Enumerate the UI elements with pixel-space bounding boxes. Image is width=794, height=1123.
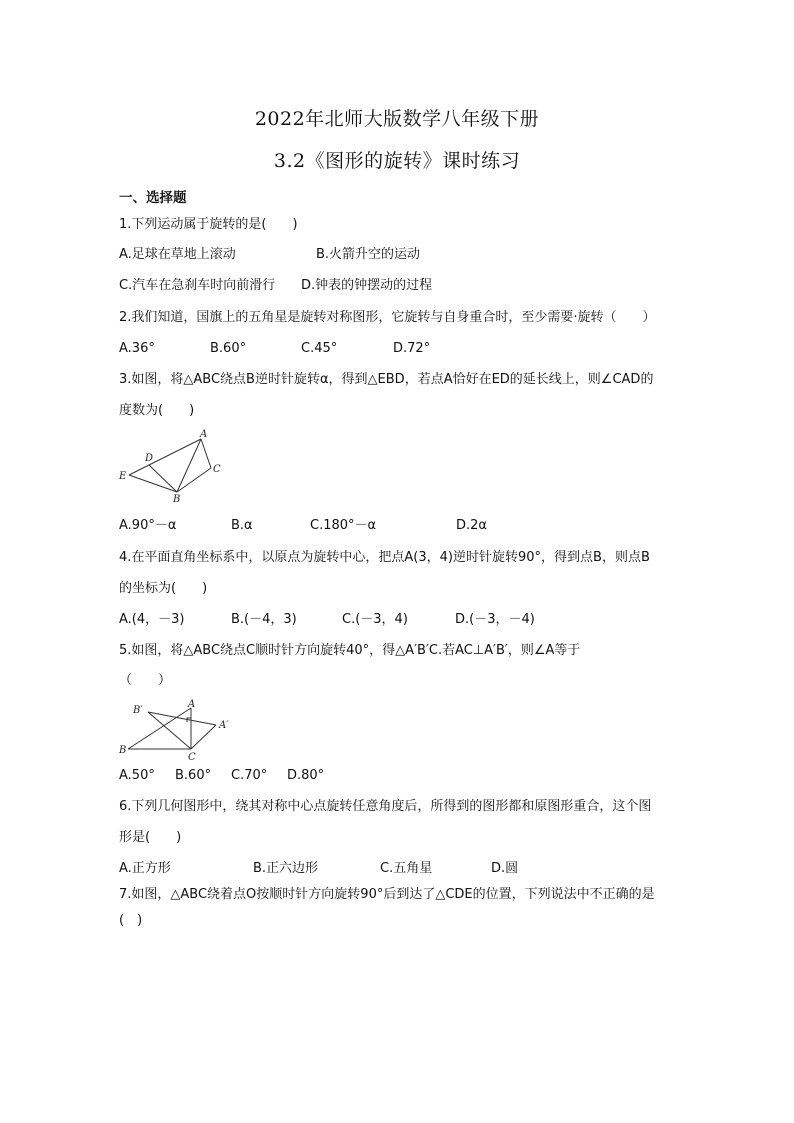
question-6-option-b: B.正六边形 — [253, 861, 319, 876]
section-heading: 一、选择题 — [119, 190, 187, 206]
question-7-stem-line-1: 7.如图，△ABC绕着点O按顺时针方向旋转90°后到达了△CDE的位置，下列说法中不正确的是 — [119, 887, 655, 902]
question-4-stem-line-2: 的坐标为( ) — [119, 581, 208, 596]
question-3-label-a: A — [200, 429, 208, 440]
question-2-option-c: C.45° — [301, 341, 338, 356]
question-3-option-b: B.α — [231, 518, 253, 533]
question-3-option-d: D.2α — [456, 518, 487, 533]
question-3-label-d: D — [145, 453, 154, 464]
question-3-stem-line-2: 度数为( ) — [119, 403, 195, 418]
question-3-label-e: E — [119, 471, 127, 482]
question-5-label-c: C — [188, 752, 196, 763]
question-2-option-d: D.72° — [393, 341, 431, 356]
question-3-option-c: C.180°－α — [310, 518, 377, 533]
question-5-label-a-prime: A′ — [219, 720, 229, 731]
question-1-stem: 1.下列运动属于旋转的是( ) — [119, 217, 298, 232]
document-title: 2022年北师大版数学八年级下册 — [254, 108, 540, 130]
question-2-option-a: A.36° — [119, 341, 155, 356]
question-4-option-a: A.(4，－3) — [119, 612, 185, 627]
question-2-option-b: B.60° — [210, 341, 247, 356]
question-1-option-a: A.足球在草地上滚动 — [119, 247, 236, 262]
question-5-label-a: A — [188, 699, 196, 710]
question-5-option-c: C.70° — [231, 768, 268, 783]
question-5-option-d: D.80° — [287, 768, 325, 783]
question-5-stem-line-1: 5.如图，将△ABC绕点C顺时针方向旋转40°，得△A′B′C.若AC⊥A′B′，则∠A等于 — [119, 643, 581, 658]
question-3-label-b: B — [173, 494, 181, 505]
question-3-option-a: A.90°－α — [119, 518, 177, 533]
question-5-figure — [116, 698, 236, 763]
question-4-option-c: C.(－3，4) — [342, 612, 408, 627]
document-subtitle: 3.2《图形的旋转》课时练习 — [273, 150, 521, 172]
question-6-option-d: D.圆 — [491, 861, 519, 876]
question-4-stem-line-1: 4.在平面直角坐标系中，以原点为旋转中心，把点A(3，4)逆时针旋转90°，得到点B，则点B — [119, 550, 650, 565]
question-5-label-b: B — [119, 745, 127, 756]
question-6-stem-line-1: 6.下列几何图形中，绕其对称中心点旋转任意角度后，所得到的图形都和原图形重合，这个图 — [119, 799, 652, 814]
question-2-stem: 2.我们知道，国旗上的五角星是旋转对称图形，它旋转与自身重合时，至少需要·旋转（ ） — [119, 310, 656, 325]
question-7-stem-line-2: ( ) — [119, 913, 143, 928]
question-1-option-b: B.火箭升空的运动 — [316, 247, 421, 262]
question-1-option-c: C.汽车在急刹车时向前滑行 — [119, 278, 276, 293]
question-6-option-a: A.正方形 — [119, 861, 171, 876]
question-6-stem-line-2: 形是( ) — [119, 830, 182, 845]
question-3-figure-lines — [129, 439, 211, 492]
question-1-option-d: D.钟表的钟摆动的过程 — [301, 278, 433, 293]
question-4-option-b: B.(－4，3) — [231, 612, 297, 627]
question-6-option-c: C.五角星 — [380, 861, 433, 876]
question-5-option-b: B.60° — [175, 768, 212, 783]
question-3-figure — [115, 428, 225, 506]
question-3-label-c: C — [213, 464, 221, 475]
question-5-stem-line-2: （ ） — [119, 673, 172, 688]
question-3-stem-line-1: 3.如图，将△ABC绕点B逆时针旋转α，得到△EBD，若点A恰好在ED的延长线上，则∠CAD的 — [119, 372, 654, 387]
question-4-option-d: D.(－3，－4) — [455, 612, 535, 627]
question-5-option-a: A.50° — [119, 768, 155, 783]
question-5-label-b-prime: B′ — [133, 705, 143, 716]
